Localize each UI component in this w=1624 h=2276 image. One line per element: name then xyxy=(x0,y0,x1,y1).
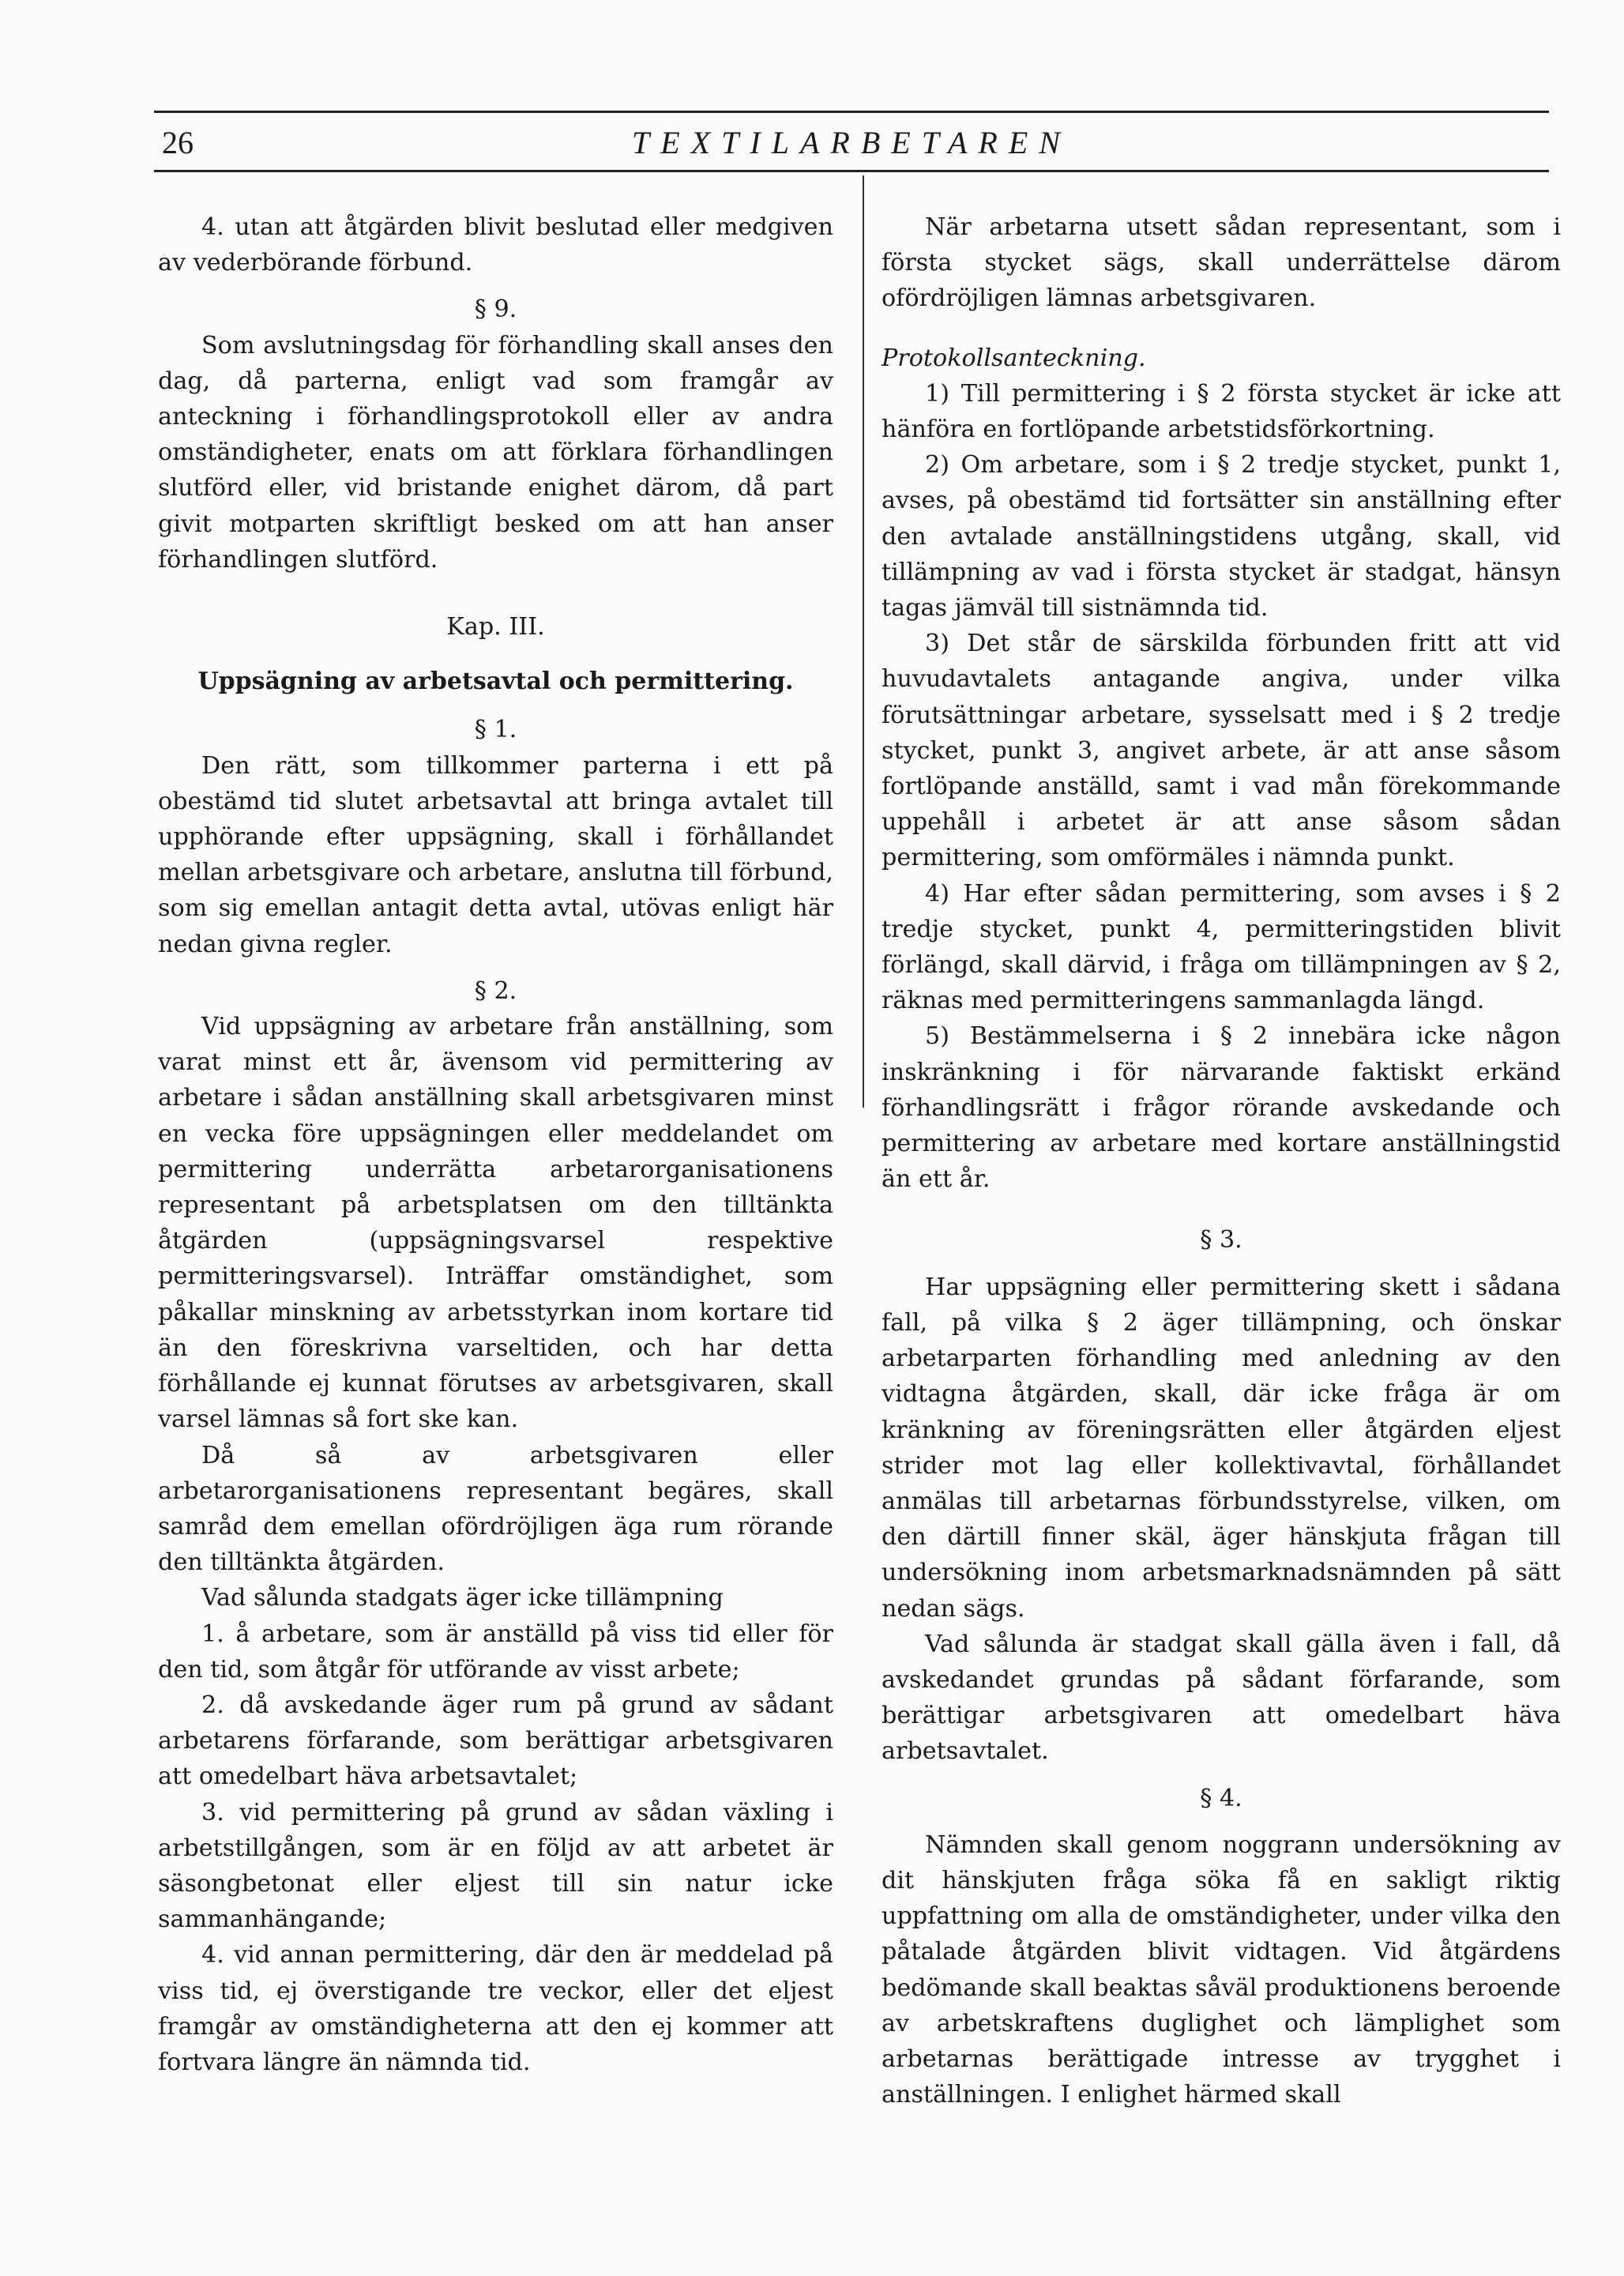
protocol-note-label: Protokollsanteckning. xyxy=(882,344,1146,372)
left-column xyxy=(158,209,833,2080)
section-4-label: § 4. xyxy=(1200,1784,1242,1812)
page-number: 26 xyxy=(162,125,194,160)
section-2-item-1: 1. å arbetare, som är anställd på viss tid eller för den tid, som åtgår för utförande av visst arbete; xyxy=(158,1620,833,1683)
protocol-note-4: 4) Har efter sådan permittering, som avses i § 2 tredje stycket, punkt 4, permitteringstiden blivit förlängd, skall därvid, i fråga om tillämpningen av § 2, räknas med permitteringens sammanlagda längd. xyxy=(882,879,1561,1015)
section-3-paragraph-1: Har uppsägning eller permittering skett i sådana fall, på vilka § 2 äger tillämpning, och önskar arbetarparten förhandling med anledning av den vidtagna åtgärden, skall, där icke fråga är om kränkning av föreningsrätten eller åtgärden eljest strider mot lag eller kollektivavtal, förhållandet anmälas till arbetarnas förbundsstyrelse, vilken, om den därtill finner skäl, äger hänskjuta frågan till undersökning inom arbetsmarknadsnämnden på sätt nedan sägs. xyxy=(882,1273,1561,1623)
right-column xyxy=(882,209,1561,2112)
section-2-item-4: 4. vid annan permittering, där den är meddelad på viss tid, ej överstigande tre veckor, eller det eljest framgår av omständigheterna att den ej kommer att fortvara längre än nämnda tid. xyxy=(158,1941,833,2076)
section-2-label: § 2. xyxy=(474,976,517,1005)
section-2-paragraph-1: Vid uppsägning av arbetare från anställning, som varat minst ett år, ävensom vid permittering av arbetare i sådan anställning skall arbetsgivaren minst en vecka före uppsägningen eller meddelandet om permittering underrätta arbetarorganisationens representant på arbetsplatsen om den tilltänkta åtgärden (uppsägningsvarsel respektive permitteringsvarsel). Inträffar omständighet, som påkallar minskning av arbetsstyrkan inom kortare tid än den föreskrivna varseltiden, och har detta förhållande ej kunnat förutses av arbetsgivaren, skall varsel lämnas så fort ske kan. xyxy=(158,1013,833,1434)
section-1-label: § 1. xyxy=(474,716,517,744)
section-9-text: Som avslutningsdag för förhandling skall anses den dag, då parterna, enligt vad som framgår av anteckning i förhandlingsprotokoll eller av andra omständigheter, enats om att förklara förhandlingen slutförd eller, vid bristande enighet därom, då part givit motparten skriftligt besked om att han anser förhandlingen slutförd. xyxy=(158,331,833,574)
paragraph-point-4: 4. utan att åtgärden blivit beslutad eller medgiven av vederbörande förbund. xyxy=(158,213,833,277)
section-4-paragraph-1: Nämnden skall genom noggrann undersökning av dit hänskjuten fråga söka få en sakligt riktig uppfattning om alla de omständigheter, under vilka den påtalade åtgärden blivit vidtagen. Vid åtgärdens bedömande skall beaktas såväl produktionens beroende av arbetskraftens duglighet och lämplighet som arbetarnas berättigade intresse av trygghet i anställningen. I enlighet härmed skall xyxy=(882,1830,1561,2109)
protocol-note-5: 5) Bestämmelserna i § 2 innebära icke någon inskränkning i för närvarande faktiskt erkänd förhandlingsrätt i frågor rörande avskedande och permittering av arbetare med kortare anställningstid än ett år. xyxy=(882,1022,1561,1194)
section-9-label: § 9. xyxy=(474,295,517,324)
chapter-label: Kap. III. xyxy=(446,613,545,641)
section-2-paragraph-2: Då så av arbetsgivaren eller arbetarorganisationens representant begäres, skall samråd dem emellan ofördröjligen äga rum rörande den tilltänkta åtgärden. xyxy=(158,1441,833,1577)
section-1-text: Den rätt, som tillkommer parterna i ett på obestämd tid slutet arbetsavtal att bringa avtalet till upphörande efter uppsägning, skall i förhållandet mellan arbetsgivare och arbetare, anslutna till förbund, som sig emellan antagit detta avtal, utövas enligt här nedan givna regler. xyxy=(158,751,833,958)
protocol-note-2: 2) Om arbetare, som i § 2 tredje stycket, punkt 1, avses, på obestämd tid fortsätter sin anställning efter den avtalade anställningstidens utgång, skall, vid tillämpning av vad i första stycket är stadgat, hänsyn tagas jämväl till sistnämnda tid. xyxy=(882,451,1561,623)
section-2-paragraph-3: Vad sålunda stadgats äger icke tillämpning xyxy=(201,1584,724,1612)
section-2-item-3: 3. vid permittering på grund av sådan växling i arbetstillgången, som är en följd av att arbetet är säsongbetonat eller eljest till sin natur icke sammanhängande; xyxy=(158,1798,833,1934)
section-2-item-2: 2. då avskedande äger rum på grund av sådant arbetarens förfarande, som berättigar arbetsgivaren att omedelbart häva arbetsavtalet; xyxy=(158,1691,833,1791)
column-divider xyxy=(863,175,864,1108)
page-header xyxy=(154,111,1549,172)
section-3-label: § 3. xyxy=(1200,1226,1242,1255)
paragraph-continued: När arbetarna utsett sådan representant, som i första stycket sägs, skall underrättelse därom ofördröjligen lämnas arbetsgivaren. xyxy=(882,213,1561,313)
section-3-paragraph-2: Vad sålunda är stadgat skall gälla även i fall, då avskedandet grundas på sådant förfarande, som berättigar arbetsgivaren att omedelbart häva arbetsavtalet. xyxy=(882,1630,1561,1766)
protocol-note-1: 1) Till permittering i § 2 första stycket är icke att hänföra en fortlöpande arbetstidsförkortning. xyxy=(882,379,1561,444)
chapter-heading: Uppsägning av arbetsavtal och permittering. xyxy=(197,668,794,696)
running-title: TEXTILARBETAREN xyxy=(632,125,1071,160)
protocol-note-3: 3) Det står de särskilda förbunden fritt att vid huvudavtalets antagande angiva, under vilka förutsättningar arbetare, sysselsatt med i § 2 tredje stycket, punkt 3, angivet arbete, är att anse såsom fortlöpande anställd, samt i vad mån förekommande uppehåll i arbetet är att anse såsom sådan permittering, som omförmäles i nämnda punkt. xyxy=(882,630,1561,872)
